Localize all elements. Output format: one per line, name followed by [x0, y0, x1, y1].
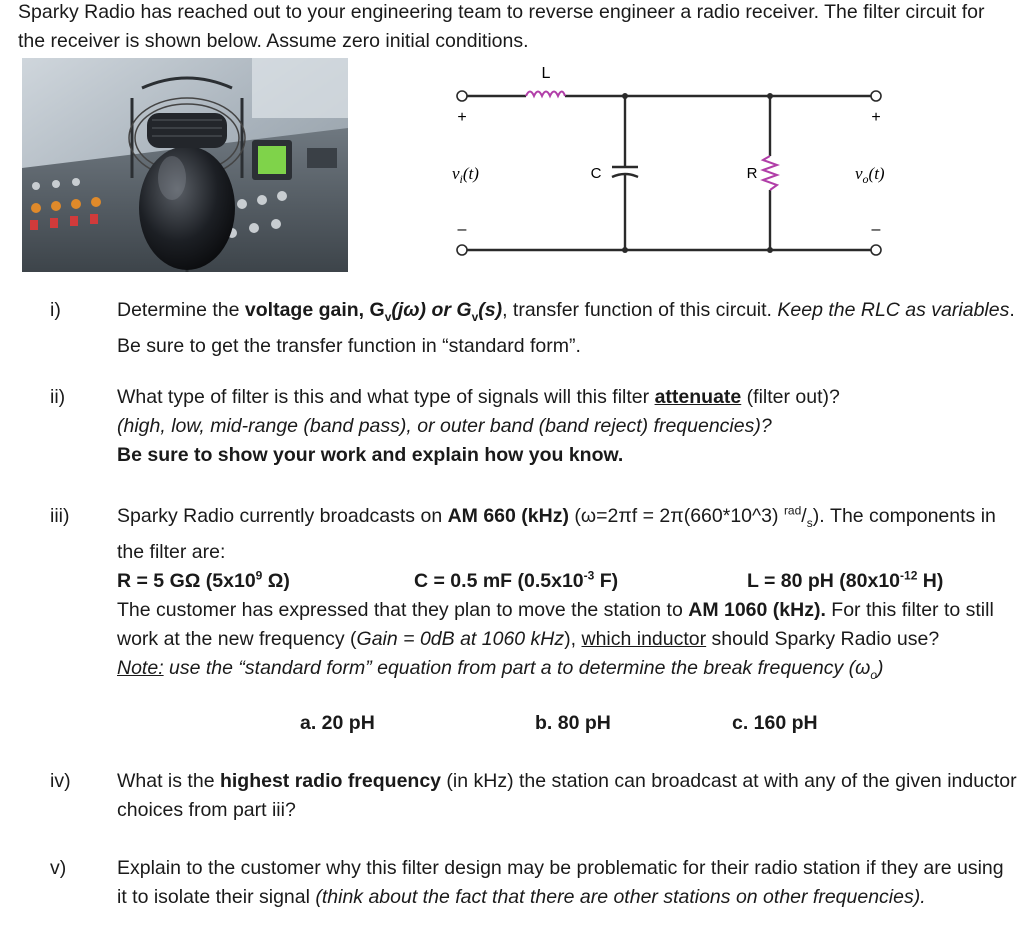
choice-a: a. 20 pH	[300, 712, 375, 734]
choice-c: c. 160 pH	[732, 712, 818, 734]
input-terminal-top	[457, 91, 467, 101]
question-number: iii)	[50, 505, 70, 527]
resistor-symbol	[763, 156, 777, 190]
output-plus: +	[871, 109, 881, 126]
output-terminal-bottom	[871, 245, 881, 255]
inductor-value: L = 80 pH ($80x10^{-12}$ H)	[747, 568, 944, 592]
circuit-diagram	[450, 58, 890, 273]
output-minus: –	[871, 221, 881, 238]
question-text: What is the highest radio frequency (in kHz) the station can broadcast at with any of the given inductor choices from part iii?	[117, 770, 1017, 821]
capacitor-label: C	[590, 165, 602, 182]
input-plus: +	[457, 109, 467, 126]
question-number: iv)	[50, 770, 71, 792]
question-text: Determine the voltage gain, $G_v(j\omega)$ or $G_v(s)$, transfer function of this circuit. Keep the RLC as variables. Be sure to get the transfer function in “standard form”.	[117, 299, 1015, 357]
output-voltage-label: $v_o(t)$	[855, 164, 885, 186]
output-terminal-top	[871, 91, 881, 101]
question-text: What type of filter is this and what type of signals will this filter attenuate (filter out)? (high, low, mid-range (band pass), or outer band (band reject) frequencies)? Be sure to show your work and explain how you know.	[117, 386, 840, 466]
intro-text: Sparky Radio has reached out to your engineering team to reverse engineer a radio receiver. The filter circuit for the receiver is shown below. Assume zero initial conditions.	[18, 1, 985, 52]
inductor-symbol	[526, 92, 565, 97]
resistor-value: R = 5 GΩ ($5x10^9$ Ω)	[117, 568, 290, 592]
component-values	[117, 567, 1017, 596]
question-text: Explain to the customer why this filter design may be problematic for their radio station if they are using it to isolate their signal (think about the fact that there are other stations on other frequencies).	[117, 857, 1004, 908]
microphone-photo	[22, 58, 348, 272]
resistor-label: R	[746, 165, 758, 182]
capacitor-value: C = 0.5 mF ($0.5x10^{-3}$ F)	[414, 568, 619, 592]
question-number: i)	[50, 299, 61, 321]
question-text: Sparky Radio currently broadcasts on AM 660 (kHz) (ω=2πf = 2π(660*10^3) $^{rad}/_s$). The components in the filter are: R = 5 GΩ ($5x10^9$ Ω) C = 0.5 mF ($0.5x10^{-3}$ F) L = 80 pH ($80x10^{-12}$ H) The customer has expressed that they plan to move the station to AM 1060 (kHz). For this filter to still work at the new frequency (Gain = 0dB at 1060 kHz), which inductor should Sparky Radio use? Note: use the “standard form” equation from part a to determine the break frequency $(\omega_o)$	[117, 502, 1017, 690]
input-voltage-label: $v_i(t)$	[452, 164, 479, 186]
input-minus: –	[457, 221, 467, 238]
choice-b: b. 80 pH	[535, 712, 611, 734]
input-terminal-bottom	[457, 245, 467, 255]
inductor-label: L	[541, 65, 551, 82]
question-number: v)	[50, 857, 67, 879]
question-number: ii)	[50, 386, 66, 408]
